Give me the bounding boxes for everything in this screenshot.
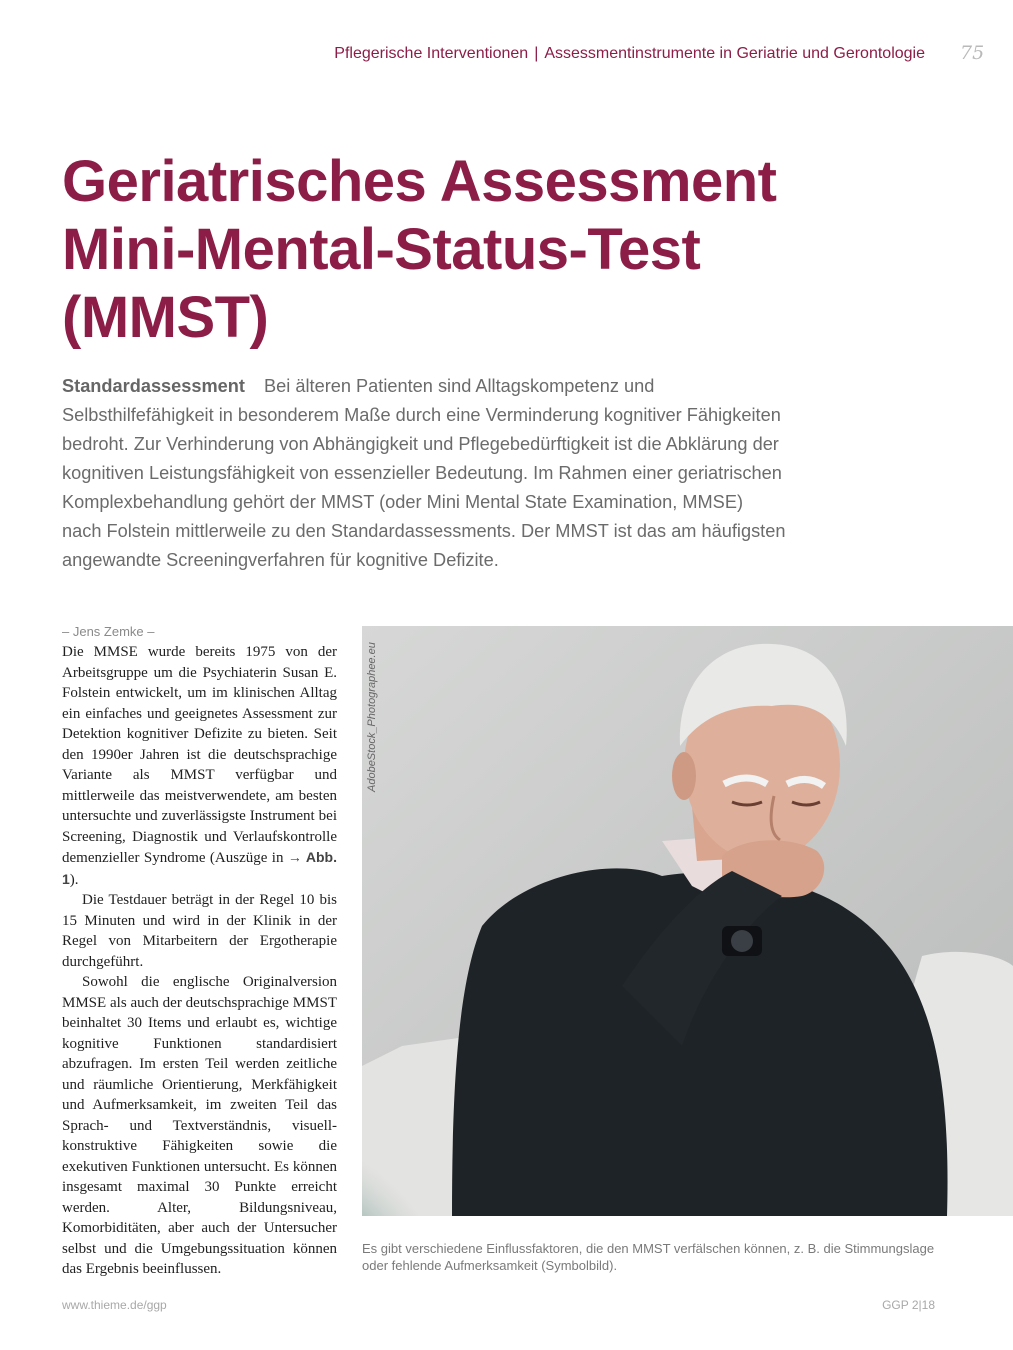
author-line: – Jens Zemke –: [62, 624, 155, 639]
article-headline: [62, 148, 862, 352]
article-photo: [362, 626, 1013, 1216]
headline-line-2: Mini-Mental-Status-Test: [62, 217, 701, 282]
lead-label: Standardassessment: [62, 376, 245, 396]
lead-paragraph: [62, 372, 787, 575]
headline-line-3: (MMST): [62, 285, 269, 350]
page-number: 75: [960, 42, 985, 64]
figure-reference-link[interactable]: → Abb. 1: [62, 849, 337, 887]
running-head-section: Pflegerische Interventionen: [334, 45, 529, 62]
body-column: [62, 642, 337, 1280]
body-paragraph-1: [62, 642, 337, 890]
footer-issue: GGP 2|18: [882, 1298, 935, 1312]
photo-caption: Es gibt verschiedene Einflussfaktoren, die den MMST verfälschen können, z. B. die Stimmungslage oder fehlende Aufmerksamkeit (Symbolbild).: [362, 1241, 935, 1273]
headline-line-1: Geriatrisches Assessment: [62, 149, 777, 214]
body-paragraph-2: Die Testdauer beträgt in der Regel 10 bis 15 Minuten und wird in der Klinik in der Regel von Mitarbeitern der Ergotherapie durchgeführt.: [62, 892, 337, 970]
running-head-topic: Assessmentinstrumente in Geriatrie und Gerontologie: [544, 45, 925, 62]
photo-credit: AdobeStock_Photographee.eu: [366, 642, 378, 792]
running-head-separator: |: [534, 45, 539, 62]
body-paragraph-3: Sowohl die englische Originalversion MMSE als auch der deutschsprachige MMST beinhaltet 30 Items und erlaubt es, wichtige kognitive Funktionen standardisiert abzufragen. Im ersten Teil werden zeitliche und räumliche Orientierung, Merkfähigkeit und Aufmerksamkeit, im zweiten Teil das Sprach- und Textverständnis, visuell-konstruktive Fähigkeiten sowie die exekutiven Funktionen untersucht. Es können insgesamt maximal 30 Punkte erreicht werden. Alter, Bildungsniveau, Komorbiditäten, aber auch der Untersucher selbst und die Umgebungssituation können das Ergebnis beeinflussen.: [62, 974, 337, 1277]
lead-text: Bei älteren Patienten sind Alltagskompetenz und Selbsthilfefähigkeit in besonderem Maße durch eine Verminderung kognitiver Fähigkeiten bedroht. Zur Verhinderung von Abhängigkeit und Pflegebedürftigkeit ist die Abklärung der kognitiven Leistungsfähigkeit von essenzieller Bedeutung. Im Rahmen einer geriatrischen Komplexbehandlung gehört der MMST (oder Mini Mental State Examination, MMSE) nach Folstein mittlerweile zu den Standardassessments. Der MMST ist das am häufigsten angewandte Screeningverfahren für kognitive Defizite.: [62, 376, 786, 570]
body-paragraph-1-text: Die MMSE wurde bereits 1975 von der Arbeitsgruppe um die Psychiaterin Susan E. Folstein entwickelt, um im klinischen Alltag ein einfaches und geeignetes Assessment zur Detektion kognitiver Defizite zu bieten. Seit den 1990er Jahren ist die deutschsprachige Variante als MMST verfügbar und mittlerweile das meistverwendete, am besten untersuchte und zuverlässigste Instrument bei Screening, Diagnostik und Verlaufskontrolle demenzieller Syndrome (Auszüge in: [62, 644, 337, 866]
body-paragraph-1-end: ).: [69, 871, 79, 888]
footer-website[interactable]: www.thieme.de/ggp: [62, 1298, 167, 1312]
photo-illustration: [362, 626, 1013, 1216]
running-head: [334, 45, 925, 63]
